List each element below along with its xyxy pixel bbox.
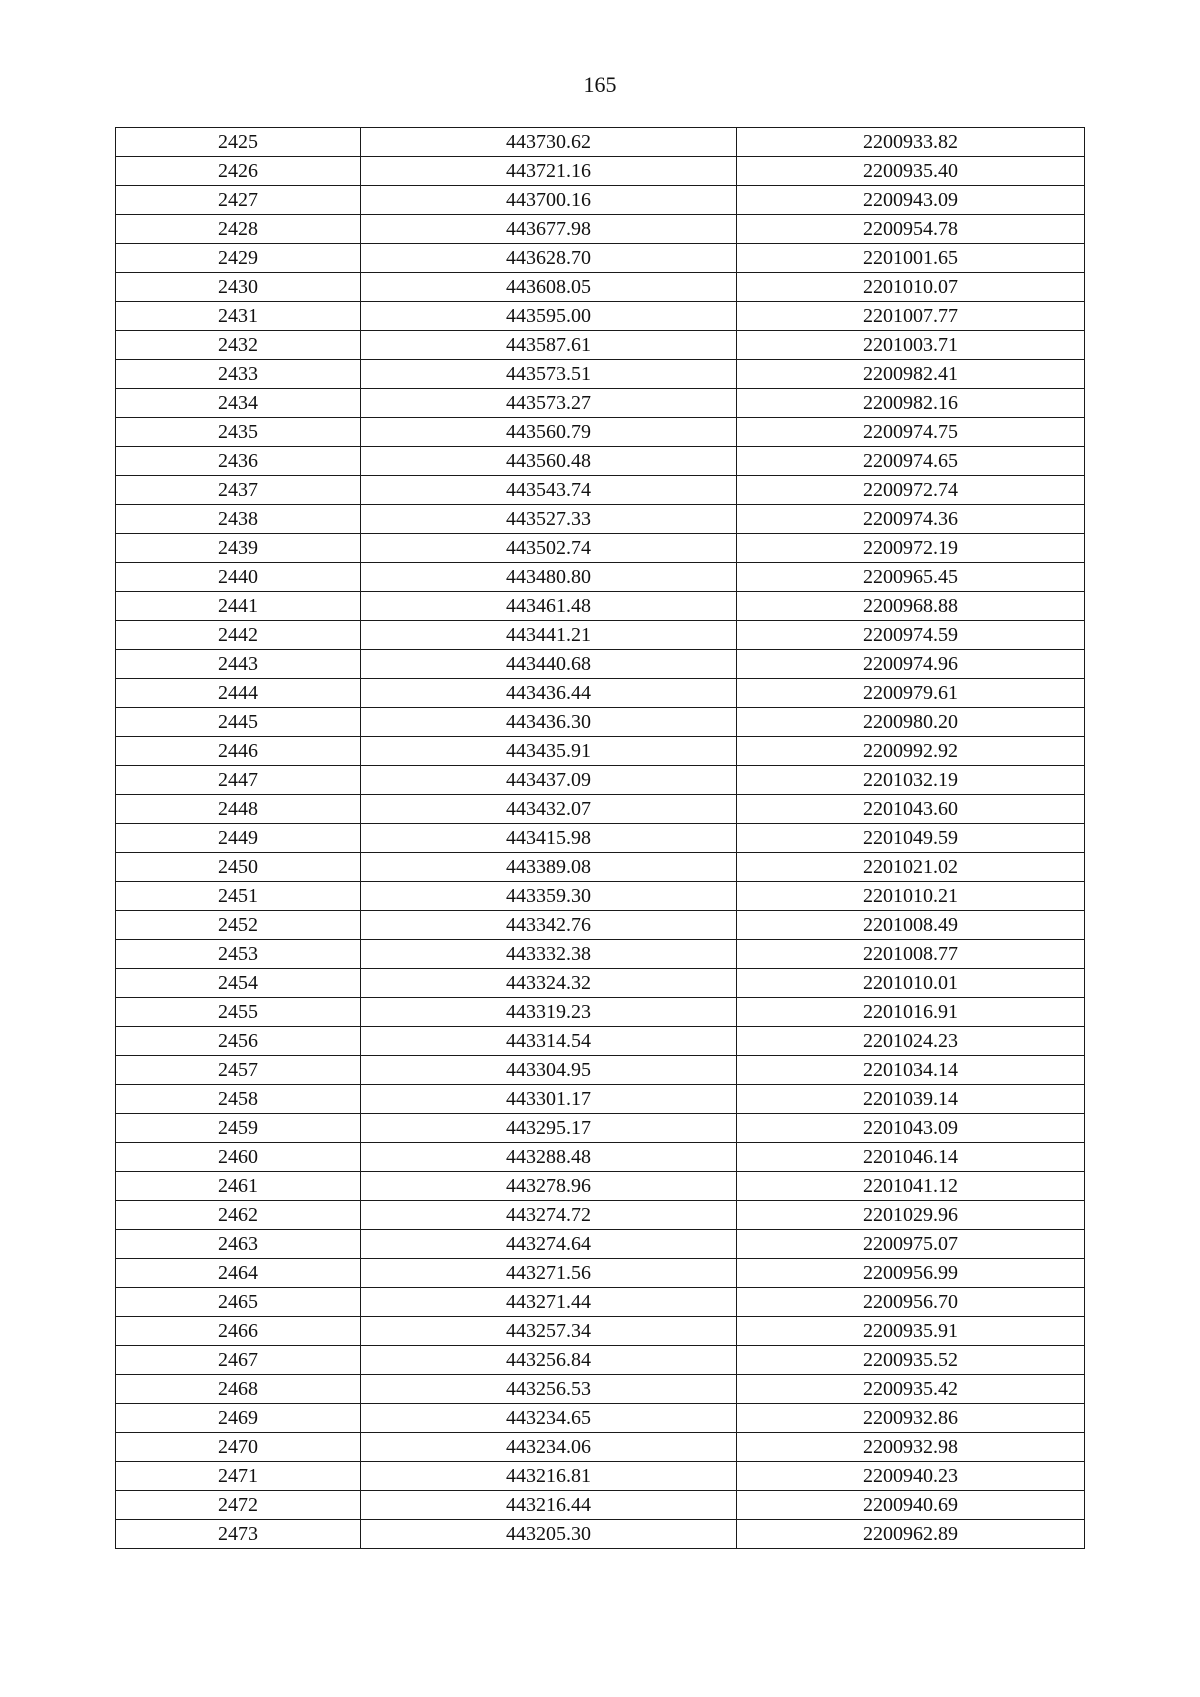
table-row — [116, 1462, 1085, 1491]
x-coordinate-cell: 443441.21 — [361, 621, 737, 650]
table-row — [116, 244, 1085, 273]
y-coordinate-cell: 2201008.49 — [737, 911, 1085, 940]
point-number-cell: 2461 — [116, 1172, 361, 1201]
y-coordinate-cell: 2200962.89 — [737, 1520, 1085, 1549]
x-coordinate-cell: 443319.23 — [361, 998, 737, 1027]
y-coordinate-cell: 2200935.40 — [737, 157, 1085, 186]
table-row — [116, 128, 1085, 157]
y-coordinate-cell: 2201043.09 — [737, 1114, 1085, 1143]
table-row — [116, 795, 1085, 824]
coordinates-table-body — [116, 128, 1085, 1549]
y-coordinate-cell: 2201039.14 — [737, 1085, 1085, 1114]
table-row — [116, 1375, 1085, 1404]
point-number-cell: 2470 — [116, 1433, 361, 1462]
table-row — [116, 998, 1085, 1027]
y-coordinate-cell: 2201041.12 — [737, 1172, 1085, 1201]
point-number-cell: 2428 — [116, 215, 361, 244]
x-coordinate-cell: 443587.61 — [361, 331, 737, 360]
x-coordinate-cell: 443608.05 — [361, 273, 737, 302]
y-coordinate-cell: 2201007.77 — [737, 302, 1085, 331]
point-number-cell: 2458 — [116, 1085, 361, 1114]
point-number-cell: 2467 — [116, 1346, 361, 1375]
y-coordinate-cell: 2201008.77 — [737, 940, 1085, 969]
x-coordinate-cell: 443573.27 — [361, 389, 737, 418]
point-number-cell: 2460 — [116, 1143, 361, 1172]
table-row — [116, 186, 1085, 215]
point-number-cell: 2463 — [116, 1230, 361, 1259]
y-coordinate-cell: 2201001.65 — [737, 244, 1085, 273]
y-coordinate-cell: 2200980.20 — [737, 708, 1085, 737]
x-coordinate-cell: 443437.09 — [361, 766, 737, 795]
x-coordinate-cell: 443288.48 — [361, 1143, 737, 1172]
table-row — [116, 621, 1085, 650]
point-number-cell: 2444 — [116, 679, 361, 708]
y-coordinate-cell: 2201049.59 — [737, 824, 1085, 853]
table-row — [116, 447, 1085, 476]
point-number-cell: 2439 — [116, 534, 361, 563]
table-row — [116, 360, 1085, 389]
y-coordinate-cell: 2200972.74 — [737, 476, 1085, 505]
point-number-cell: 2454 — [116, 969, 361, 998]
table-row — [116, 476, 1085, 505]
table-row — [116, 882, 1085, 911]
point-number-cell: 2443 — [116, 650, 361, 679]
y-coordinate-cell: 2200954.78 — [737, 215, 1085, 244]
coordinates-table — [115, 127, 1085, 1549]
table-row — [116, 331, 1085, 360]
x-coordinate-cell: 443256.84 — [361, 1346, 737, 1375]
point-number-cell: 2432 — [116, 331, 361, 360]
x-coordinate-cell: 443595.00 — [361, 302, 737, 331]
y-coordinate-cell: 2201032.19 — [737, 766, 1085, 795]
x-coordinate-cell: 443314.54 — [361, 1027, 737, 1056]
y-coordinate-cell: 2200940.69 — [737, 1491, 1085, 1520]
x-coordinate-cell: 443257.34 — [361, 1317, 737, 1346]
y-coordinate-cell: 2200965.45 — [737, 563, 1085, 592]
y-coordinate-cell: 2200975.07 — [737, 1230, 1085, 1259]
x-coordinate-cell: 443527.33 — [361, 505, 737, 534]
x-coordinate-cell: 443436.30 — [361, 708, 737, 737]
y-coordinate-cell: 2200940.23 — [737, 1462, 1085, 1491]
y-coordinate-cell: 2201010.01 — [737, 969, 1085, 998]
x-coordinate-cell: 443216.81 — [361, 1462, 737, 1491]
point-number-cell: 2473 — [116, 1520, 361, 1549]
table-row — [116, 1027, 1085, 1056]
table-row — [116, 1056, 1085, 1085]
table-row — [116, 157, 1085, 186]
x-coordinate-cell: 443502.74 — [361, 534, 737, 563]
point-number-cell: 2440 — [116, 563, 361, 592]
point-number-cell: 2425 — [116, 128, 361, 157]
table-row — [116, 679, 1085, 708]
y-coordinate-cell: 2200935.91 — [737, 1317, 1085, 1346]
point-number-cell: 2457 — [116, 1056, 361, 1085]
point-number-cell: 2472 — [116, 1491, 361, 1520]
x-coordinate-cell: 443271.44 — [361, 1288, 737, 1317]
table-row — [116, 911, 1085, 940]
point-number-cell: 2471 — [116, 1462, 361, 1491]
table-row — [116, 1491, 1085, 1520]
point-number-cell: 2465 — [116, 1288, 361, 1317]
x-coordinate-cell: 443700.16 — [361, 186, 737, 215]
y-coordinate-cell: 2200956.70 — [737, 1288, 1085, 1317]
page-number: 165 — [583, 72, 617, 97]
table-row — [116, 969, 1085, 998]
x-coordinate-cell: 443332.38 — [361, 940, 737, 969]
y-coordinate-cell: 2200935.42 — [737, 1375, 1085, 1404]
x-coordinate-cell: 443461.48 — [361, 592, 737, 621]
y-coordinate-cell: 2201010.07 — [737, 273, 1085, 302]
table-row — [116, 1259, 1085, 1288]
y-coordinate-cell: 2200974.59 — [737, 621, 1085, 650]
y-coordinate-cell: 2201021.02 — [737, 853, 1085, 882]
x-coordinate-cell: 443560.79 — [361, 418, 737, 447]
y-coordinate-cell: 2201029.96 — [737, 1201, 1085, 1230]
y-coordinate-cell: 2200982.41 — [737, 360, 1085, 389]
x-coordinate-cell: 443234.06 — [361, 1433, 737, 1462]
point-number-cell: 2464 — [116, 1259, 361, 1288]
table-row — [116, 1346, 1085, 1375]
x-coordinate-cell: 443342.76 — [361, 911, 737, 940]
y-coordinate-cell: 2200974.65 — [737, 447, 1085, 476]
point-number-cell: 2426 — [116, 157, 361, 186]
x-coordinate-cell: 443436.44 — [361, 679, 737, 708]
point-number-cell: 2453 — [116, 940, 361, 969]
y-coordinate-cell: 2200932.98 — [737, 1433, 1085, 1462]
point-number-cell: 2435 — [116, 418, 361, 447]
point-number-cell: 2447 — [116, 766, 361, 795]
y-coordinate-cell: 2200943.09 — [737, 186, 1085, 215]
x-coordinate-cell: 443435.91 — [361, 737, 737, 766]
y-coordinate-cell: 2200979.61 — [737, 679, 1085, 708]
table-row — [116, 708, 1085, 737]
point-number-cell: 2438 — [116, 505, 361, 534]
point-number-cell: 2452 — [116, 911, 361, 940]
table-row — [116, 1114, 1085, 1143]
table-row — [116, 1085, 1085, 1114]
x-coordinate-cell: 443573.51 — [361, 360, 737, 389]
y-coordinate-cell: 2200974.75 — [737, 418, 1085, 447]
x-coordinate-cell: 443278.96 — [361, 1172, 737, 1201]
y-coordinate-cell: 2200974.96 — [737, 650, 1085, 679]
point-number-cell: 2441 — [116, 592, 361, 621]
table-row — [116, 1317, 1085, 1346]
table-row — [116, 737, 1085, 766]
x-coordinate-cell: 443543.74 — [361, 476, 737, 505]
table-row — [116, 824, 1085, 853]
table-row — [116, 1230, 1085, 1259]
y-coordinate-cell: 2200932.86 — [737, 1404, 1085, 1433]
point-number-cell: 2469 — [116, 1404, 361, 1433]
point-number-cell: 2468 — [116, 1375, 361, 1404]
table-row — [116, 1288, 1085, 1317]
point-number-cell: 2459 — [116, 1114, 361, 1143]
y-coordinate-cell: 2200972.19 — [737, 534, 1085, 563]
point-number-cell: 2449 — [116, 824, 361, 853]
point-number-cell: 2427 — [116, 186, 361, 215]
y-coordinate-cell: 2200968.88 — [737, 592, 1085, 621]
y-coordinate-cell: 2200933.82 — [737, 128, 1085, 157]
y-coordinate-cell: 2201016.91 — [737, 998, 1085, 1027]
x-coordinate-cell: 443359.30 — [361, 882, 737, 911]
point-number-cell: 2446 — [116, 737, 361, 766]
point-number-cell: 2445 — [116, 708, 361, 737]
x-coordinate-cell: 443234.65 — [361, 1404, 737, 1433]
point-number-cell: 2437 — [116, 476, 361, 505]
x-coordinate-cell: 443628.70 — [361, 244, 737, 273]
x-coordinate-cell: 443480.80 — [361, 563, 737, 592]
x-coordinate-cell: 443730.62 — [361, 128, 737, 157]
x-coordinate-cell: 443560.48 — [361, 447, 737, 476]
y-coordinate-cell: 2200974.36 — [737, 505, 1085, 534]
point-number-cell: 2466 — [116, 1317, 361, 1346]
table-row — [116, 650, 1085, 679]
point-number-cell: 2433 — [116, 360, 361, 389]
point-number-cell: 2450 — [116, 853, 361, 882]
point-number-cell: 2462 — [116, 1201, 361, 1230]
x-coordinate-cell: 443324.32 — [361, 969, 737, 998]
table-row — [116, 563, 1085, 592]
table-row — [116, 1433, 1085, 1462]
table-row — [116, 1520, 1085, 1549]
table-row — [116, 853, 1085, 882]
point-number-cell: 2436 — [116, 447, 361, 476]
x-coordinate-cell: 443304.95 — [361, 1056, 737, 1085]
y-coordinate-cell: 2200956.99 — [737, 1259, 1085, 1288]
point-number-cell: 2430 — [116, 273, 361, 302]
y-coordinate-cell: 2201043.60 — [737, 795, 1085, 824]
x-coordinate-cell: 443432.07 — [361, 795, 737, 824]
x-coordinate-cell: 443295.17 — [361, 1114, 737, 1143]
y-coordinate-cell: 2201003.71 — [737, 331, 1085, 360]
x-coordinate-cell: 443256.53 — [361, 1375, 737, 1404]
point-number-cell: 2431 — [116, 302, 361, 331]
table-row — [116, 1172, 1085, 1201]
y-coordinate-cell: 2200935.52 — [737, 1346, 1085, 1375]
point-number-cell: 2434 — [116, 389, 361, 418]
x-coordinate-cell: 443274.72 — [361, 1201, 737, 1230]
point-number-cell: 2442 — [116, 621, 361, 650]
table-row — [116, 215, 1085, 244]
table-row — [116, 592, 1085, 621]
point-number-cell: 2455 — [116, 998, 361, 1027]
table-row — [116, 389, 1085, 418]
x-coordinate-cell: 443440.68 — [361, 650, 737, 679]
y-coordinate-cell: 2201024.23 — [737, 1027, 1085, 1056]
table-row — [116, 273, 1085, 302]
y-coordinate-cell: 2201034.14 — [737, 1056, 1085, 1085]
y-coordinate-cell: 2200992.92 — [737, 737, 1085, 766]
point-number-cell: 2448 — [116, 795, 361, 824]
x-coordinate-cell: 443271.56 — [361, 1259, 737, 1288]
x-coordinate-cell: 443274.64 — [361, 1230, 737, 1259]
y-coordinate-cell: 2200982.16 — [737, 389, 1085, 418]
table-row — [116, 1201, 1085, 1230]
table-row — [116, 1143, 1085, 1172]
point-number-cell: 2456 — [116, 1027, 361, 1056]
y-coordinate-cell: 2201010.21 — [737, 882, 1085, 911]
table-row — [116, 940, 1085, 969]
x-coordinate-cell: 443216.44 — [361, 1491, 737, 1520]
y-coordinate-cell: 2201046.14 — [737, 1143, 1085, 1172]
table-row — [116, 302, 1085, 331]
point-number-cell: 2451 — [116, 882, 361, 911]
table-row — [116, 534, 1085, 563]
x-coordinate-cell: 443415.98 — [361, 824, 737, 853]
x-coordinate-cell: 443205.30 — [361, 1520, 737, 1549]
x-coordinate-cell: 443301.17 — [361, 1085, 737, 1114]
x-coordinate-cell: 443389.08 — [361, 853, 737, 882]
point-number-cell: 2429 — [116, 244, 361, 273]
x-coordinate-cell: 443677.98 — [361, 215, 737, 244]
table-row — [116, 505, 1085, 534]
x-coordinate-cell: 443721.16 — [361, 157, 737, 186]
table-row — [116, 418, 1085, 447]
table-row — [116, 766, 1085, 795]
table-row — [116, 1404, 1085, 1433]
